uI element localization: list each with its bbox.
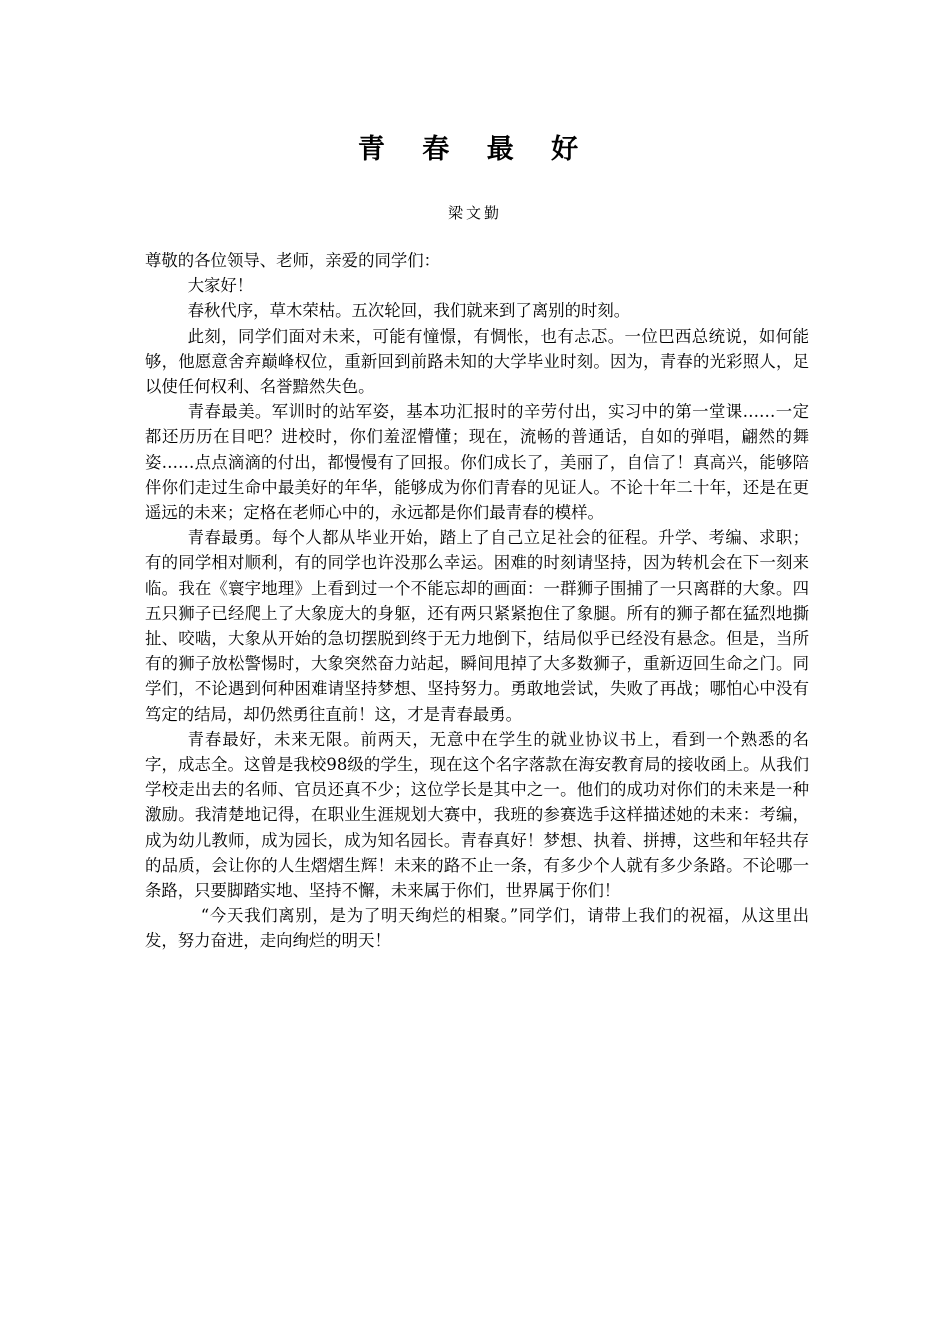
document-body: [145, 248, 809, 954]
paragraph-opening: 春秋代序，草木荣枯。五次轮回，我们就来到了离别的时刻。: [187, 301, 631, 321]
paragraph-greeting: 大家好！: [187, 276, 254, 296]
paragraph-farewell-moment: 此刻，同学们面对未来，可能有憧憬，有惆怅，也有忐忑。一位巴西总统说，如何能够，他愿意舍弃巅峰权位，重新回到前路未知的大学毕业时刻。因为，青春的光彩照人，足以使任何权利、名誉黯然失色。: [145, 326, 809, 397]
paragraph-youth-best: 青春最好，未来无限。前两天，无意中在学生的就业协议书上，看到一个熟悉的名字，成志全。这曾是我校98级的学生，现在这个名字落款在海安教育局的接收函上。从我们学校走出去的名师、官员还真不少；这位学长是其中之一。他们的成功对你们的未来是一种激励。我清楚地记得，在职业生涯规划大赛中，我班的参赛选手这样描述她的未来：考编，成为幼儿教师，成为园长，成为知名园长。青春真好！梦想、执着、拼搏，这些和年轻共存的品质，会让你的人生熠熠生辉！未来的路不止一条，有多少个人就有多少条路。不论哪一条路，只要脚踏实地、坚持不懈，未来属于你们，世界属于你们！: [145, 729, 809, 901]
document-title: 青 春 最 好: [357, 134, 593, 165]
document-author: 梁文勤: [447, 204, 502, 222]
salutation: 尊敬的各位领导、老师，亲爱的同学们：: [145, 251, 441, 270]
paragraph-youth-beautiful: 青春最美。军训时的站军姿，基本功汇报时的辛劳付出，实习中的第一堂课……一定都还历历在目吧？进校时，你们羞涩懵懂；现在，流畅的普通话，自如的弹唱，翩然的舞姿……点点滴滴的付出，都慢慢有了回报。你们成长了，美丽了，自信了！真高兴，能够陪伴你们走过生命中最美好的年华，能够成为你们青春的见证人。不论十年二十年，还是在更遥远的未来；定格在老师心中的，永远都是你们最青春的模样。: [145, 402, 809, 523]
paragraph-youth-brave: 青春最勇。每个人都从毕业开始，踏上了自己立足社会的征程。升学、考编、求职；有的同学相对顺利，有的同学也许没那么幸运。困难的时刻请坚持，因为转机会在下一刻来临。我在《寰宇地理》上看到过一个不能忘却的画面：一群狮子围捕了一只离群的大象。四五只狮子已经爬上了大象庞大的身躯，还有两只紧紧抱住了象腿。所有的狮子都在猛烈地撕扯、咬啮，大象从开始的急切摆脱到终于无力地倒下，结局似乎已经没有悬念。但是，当所有的狮子放松警惕时，大象突然奋力站起，瞬间甩掉了大多数狮子，重新迈回生命之门。同学们，不论遇到何种困难请坚持梦想、坚持努力。勇敢地尝试，失败了再战；哪怕心中没有笃定的结局，却仍然勇往直前！这，才是青春最勇。: [145, 528, 809, 724]
paragraph-closing: “今天我们离别，是为了明天绚烂的相聚。”同学们，请带上我们的祝福，从这里出发，努力奋进，走向绚烂的明天！: [145, 906, 809, 951]
